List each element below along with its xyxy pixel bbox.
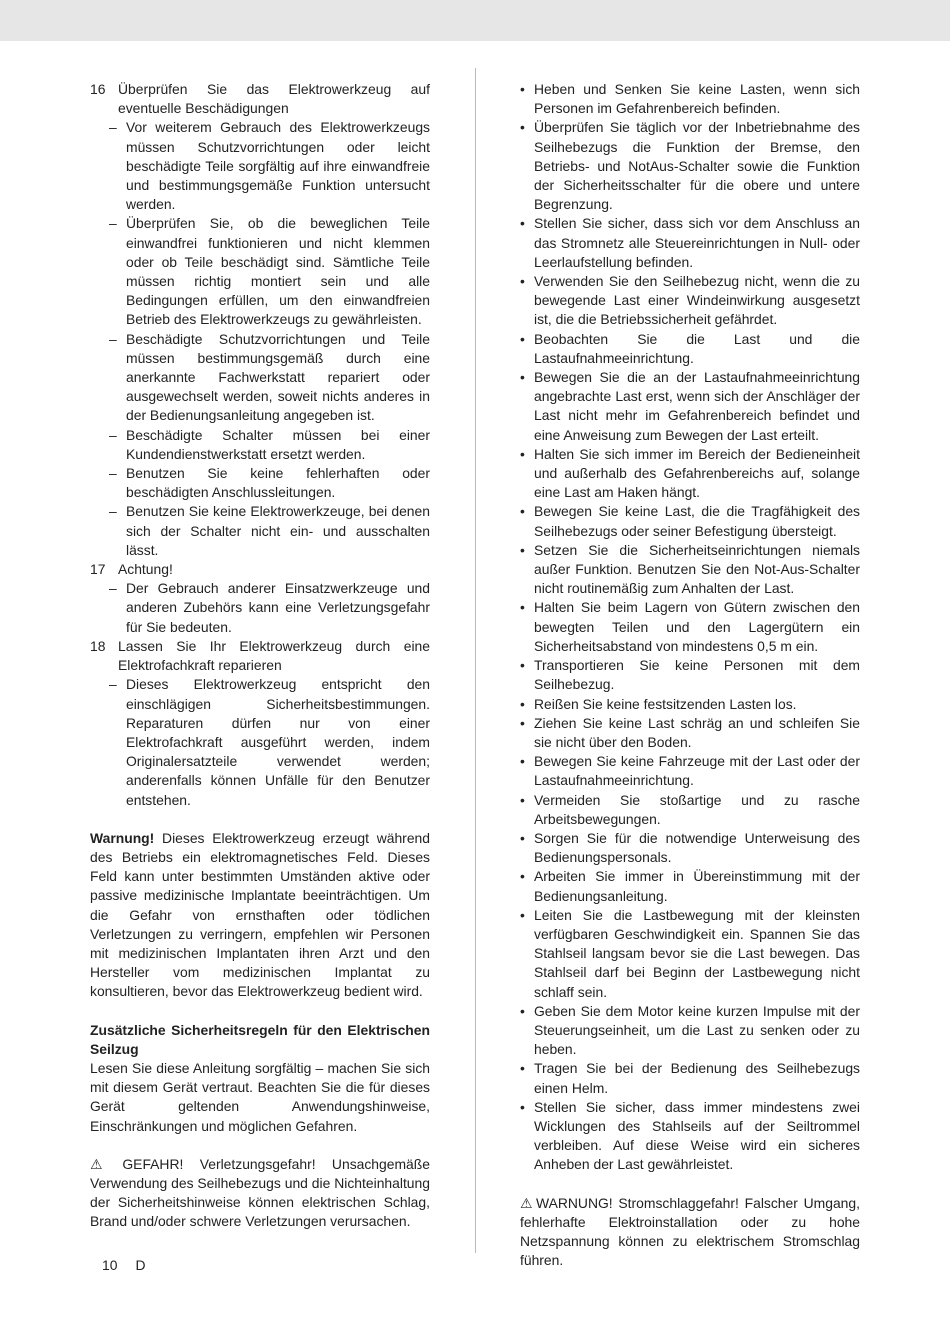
warning-label: Warnung! <box>90 829 155 846</box>
item-number: 17 <box>90 561 106 578</box>
list-item: – Dieses Elektrowerkzeug entspricht den einschlägigen Sicherheitsbestimmungen. Reparaturen dürfen nur von einer Elektrofachkraft ausgeführt werden, indem Originalersatzteile verwendet werden; anderenfalls können Unfälle für den Benutzer entstehen. <box>90 675 430 809</box>
danger-notice <box>90 1155 430 1232</box>
right-column <box>520 80 860 1270</box>
safety-rules-list <box>520 80 860 1175</box>
section-heading: Zusätzliche Sicherheitsregeln für den Elektrischen Seilzug <box>90 1021 430 1057</box>
list-item: • Heben und Senken Sie keine Lasten, wenn sich Personen im Gefahrenbereich befinden. <box>520 80 860 118</box>
item-title: Überprüfen Sie das Elektrowerkzeug auf eventuelle Beschädigungen <box>118 81 430 117</box>
list-item: • Reißen Sie keine festsitzenden Lasten los. <box>520 695 860 714</box>
page-number: 10 <box>102 1257 118 1273</box>
list-item: • Ziehen Sie keine Last schräg an und schleifen Sie sie nicht über den Boden. <box>520 714 860 752</box>
list-item: – Benutzen Sie keine Elektrowerkzeuge, bei denen sich der Schalter nicht ein- und ausschalten lässt. <box>90 502 430 560</box>
page-footer <box>102 1256 164 1275</box>
item-number: 18 <box>90 637 106 654</box>
list-item: • Bewegen Sie die an der Lastaufnahmeeinrichtung angebrachte Last erst, wenn sich der Anschläger der Last nicht mehr im Gefahrenbereich befindet und eine Anweisung zum Bewegen der Last erteilt. <box>520 368 860 445</box>
warning-triangle-icon: ⚠ <box>520 1194 533 1211</box>
list-item: – Benutzen Sie keine fehlerhaften oder beschädigten Anschlussleitungen. <box>90 464 430 502</box>
list-item: • Vermeiden Sie stoßartige und zu rasche Arbeitsbewegungen. <box>520 791 860 829</box>
list-item: • Stellen Sie sicher, dass sich vor dem Anschluss an das Stromnetz alle Steuereinrichtungen in Null- oder Leerlaufstellung befinden. <box>520 214 860 272</box>
list-item: • Tragen Sie bei der Bedienung des Seilhebezugs einen Helm. <box>520 1059 860 1097</box>
item-17-points <box>90 579 430 637</box>
emf-warning <box>90 829 430 1002</box>
danger-text: GEFAHR! Verletzungsgefahr! Unsachgemäße Verwendung des Seilhebezugs und die Nichteinhaltung der Sicherheitshinweise können elektrischen Schlag, Brand und/oder schwere Verletzungen verursachen. <box>90 1155 430 1230</box>
item-16 <box>90 80 430 560</box>
list-item: • Bewegen Sie keine Fahrzeuge mit der Last oder der Lastaufnahmeeinrichtung. <box>520 752 860 790</box>
language-code: D <box>135 1257 146 1273</box>
warning-text: Dieses Elektrowerkzeug erzeugt während des Betriebs ein elektromagnetisches Feld. Dieses Feld kann unter bestimmten Umständen aktive oder passive medizinische Implantate beeinträchtigen. Um die Gefahr von ernsthaften oder tödlichen Verletzungen zu verringern, empfehlen wir Personen mit medizinischen Implantaten ihren Arzt und den Hersteller vom medizinischen Implantat zu konsultieren, bevor das Elektrowerkzeug bedient wird. <box>90 829 430 1000</box>
list-item: • Setzen Sie die Sicherheitseinrichtungen niemals außer Funktion. Benutzen Sie den Not-Aus-Schalter nicht routinemäßig zum Anhalten der Last. <box>520 541 860 599</box>
list-item: – Beschädigte Schalter müssen bei einer Kundendienstwerkstatt ersetzt werden. <box>90 426 430 464</box>
section-intro: Lesen Sie diese Anleitung sorgfältig – machen Sie sich mit diesem Gerät vertraut. Beachten Sie die für dieses Gerät geltenden Anwendungshinweise, Einschränkungen und möglichen Gefahren. <box>90 1059 430 1134</box>
list-item: • Transportieren Sie keine Personen mit dem Seilhebezug. <box>520 656 860 694</box>
electric-warning-text: WARNUNG! Stromschlaggefahr! Falscher Umgang, fehlerhafte Elektroinstallation oder zu hohe Netzspannung können zu elektrischem Stromschlag führen. <box>520 1194 860 1269</box>
list-item: • Verwenden Sie den Seilhebezug nicht, wenn die zu bewegende Last einer Windeinwirkung ausgesetzt ist, die die Betriebssicherheit gefährdet. <box>520 272 860 330</box>
item-17 <box>90 560 430 637</box>
list-item: • Bewegen Sie keine Last, die die Tragfähigkeit des Seilhebezugs oder seiner Befestigung übersteigt. <box>520 502 860 540</box>
list-item: • Beobachten Sie die Last und die Lastaufnahmeeinrichtung. <box>520 330 860 368</box>
header-band <box>0 0 950 41</box>
column-divider <box>475 68 476 1253</box>
list-item: – Der Gebrauch anderer Einsatzwerkzeuge und anderen Zubehörs kann eine Verletzungsgefahr für Sie bedeuten. <box>90 579 430 637</box>
left-column <box>90 80 430 1232</box>
item-number: 16 <box>90 81 106 97</box>
list-item: • Halten Sie beim Lagern von Gütern zwischen den bewegten Teilen und den Lagergütern ein Sicherheitsabstand von mindestens 0,5 m ein. <box>520 598 860 656</box>
list-item: • Leiten Sie die Lastbewegung mit der kleinsten verfügbaren Geschwindigkeit ein. Spannen Sie das Stahlseil langsam bevor sie die Last bewegen. Das Stahlseil darf bei Beginn der Lastbewegung nicht schlaff sein. <box>520 906 860 1002</box>
list-item: • Halten Sie sich immer im Bereich der Bedieneinheit und außerhalb des Gefahrenbereichs auf, solange eine Last am Haken hängt. <box>520 445 860 503</box>
item-title: Achtung! <box>118 561 173 578</box>
list-item: • Sorgen Sie für die notwendige Unterweisung des Bedienungspersonals. <box>520 829 860 867</box>
list-item: • Arbeiten Sie immer in Übereinstimmung mit der Bedienungsanleitung. <box>520 867 860 905</box>
list-item: • Geben Sie dem Motor keine kurzen Impulse mit der Steuerungseinheit, um die Last zu senken oder zu heben. <box>520 1002 860 1060</box>
list-item: • Überprüfen Sie täglich vor der Inbetriebnahme des Seilhebezugs die Funktion der Bremse, den Betriebs- und NotAus-Schalter sowie die Funktion der Sicherheitsschalter für die obere und untere Begrenzung. <box>520 118 860 214</box>
item-18-points <box>90 675 430 809</box>
list-item: – Vor weiterem Gebrauch des Elektrowerkzeugs müssen Schutzvorrichtungen oder leicht beschädigte Teile sorgfältig auf ihre einwandfreie und bestimmungsgemäße Funktion untersucht werden. <box>90 118 430 214</box>
item-18 <box>90 637 430 810</box>
list-item: – Beschädigte Schutzvorrichtungen und Teile müssen bestimmungsgemäß durch eine anerkannte Fachwerkstatt repariert oder ausgewechselt werden, soweit nichts anderes in der Bedienungsanleitung angegeben ist. <box>90 330 430 426</box>
warning-triangle-icon: ⚠ <box>90 1155 103 1172</box>
item-16-points <box>90 118 430 560</box>
item-title: Lassen Sie Ihr Elektrowerkzeug durch eine Elektrofachkraft reparieren <box>118 637 430 674</box>
list-item: – Überprüfen Sie, ob die beweglichen Teile einwandfrei funktionieren und nicht klemmen oder ob Teile beschädigt sind. Sämtliche Teile müssen richtig montiert sein und alle Bedingungen erfüllen, um den einwandfreien Betrieb des Elektrowerkzeugs zu gewährleisten. <box>90 214 430 329</box>
list-item: • Stellen Sie sicher, dass immer mindestens zwei Wicklungen des Stahlseils auf der Seiltrommel verbleiben. Auf diese Weise wird ein sicheres Anheben der Last gewährleistet. <box>520 1098 860 1175</box>
electric-shock-warning <box>520 1194 860 1271</box>
